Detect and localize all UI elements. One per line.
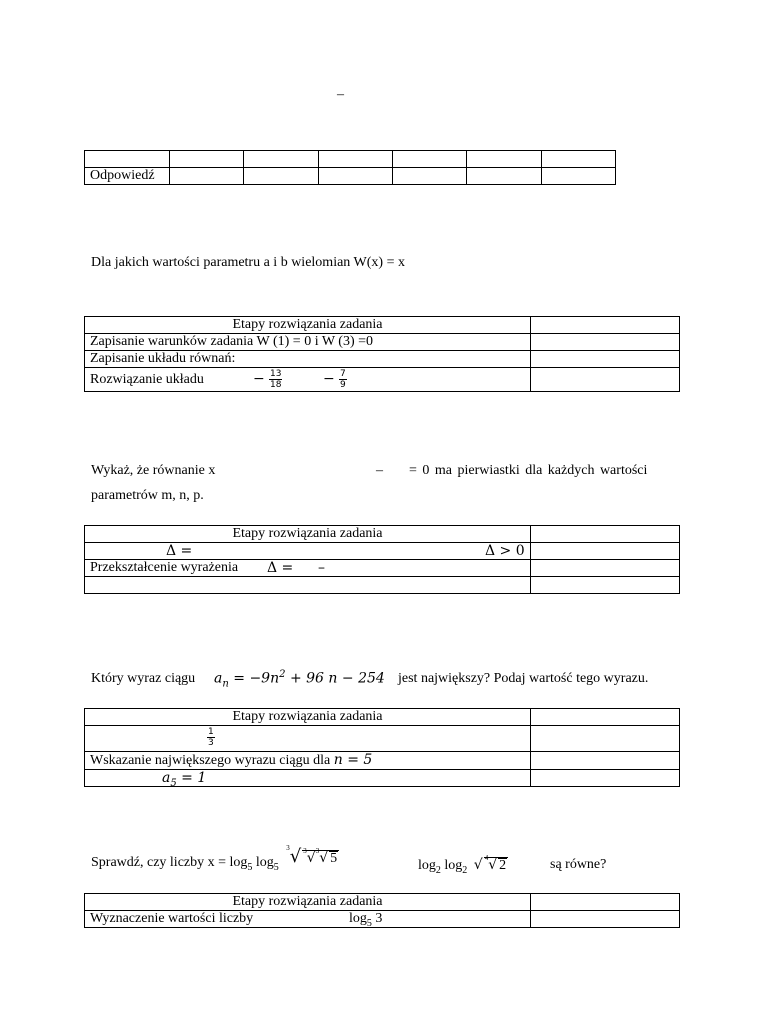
radical-icon: √ <box>473 857 483 873</box>
task3-fraction-den: 3 <box>208 738 214 748</box>
task3-score-cell <box>531 770 680 787</box>
task1-fraction2 <box>339 369 347 390</box>
task1-minus2: − <box>323 371 335 387</box>
task3-question-end: jest największy? Podaj wartość tego wyrazu. <box>398 671 649 686</box>
task4-row1-log: log <box>349 911 367 926</box>
task1-question: Dla jakich wartości parametru a i b wielomian W(x) = x <box>91 255 405 270</box>
task3-fraction-num: 1 <box>208 727 214 737</box>
task3-row2-label: Wskazanie największego wyrazu ciągu dla <box>90 753 331 768</box>
task4-row1-val: 3 <box>371 911 383 926</box>
task2-row2-math: Δ = <box>267 560 294 576</box>
task1-fraction2-num: 7 <box>340 369 346 379</box>
task1-fraction2-den: 9 <box>340 380 346 390</box>
task3-row3-math <box>162 770 206 787</box>
task4-q2-log2: log <box>440 858 463 873</box>
answer-cell <box>85 151 170 168</box>
task1-fraction1-den: 18 <box>270 380 282 390</box>
task3-row2-math: n = 5 <box>333 752 373 768</box>
answer-cell <box>244 151 319 168</box>
task3-table-header: Etapy rozwiązania zadania <box>85 709 531 726</box>
answer-table <box>84 150 617 185</box>
task3-score-cell <box>531 726 680 752</box>
radical-icon: √ <box>306 850 316 866</box>
answer-cell <box>319 168 393 185</box>
answer-table-row <box>85 168 617 185</box>
task4-rad-idx3: 3 <box>315 847 320 855</box>
answer-label: Odpowiedź <box>85 168 170 185</box>
task3-formula-part2: + 96 <box>285 670 329 687</box>
task1-table <box>84 316 680 392</box>
task3-row3-rest: = 1 <box>176 770 207 786</box>
task1-table-header: Etapy rozwiązania zadania <box>85 317 531 334</box>
task4-rad2-body <box>484 854 508 873</box>
task3-question-start: Który wyraz ciągu <box>91 671 196 686</box>
task3-table <box>84 708 680 787</box>
task1-fraction1 <box>269 369 282 390</box>
task1-row1: Zapisanie warunków zadania W (1) = 0 i W (3) =0 <box>85 334 531 351</box>
task4-row1-label: Wyznaczenie wartości liczby <box>90 911 254 926</box>
task2-score-cell <box>531 577 680 594</box>
task2-row3 <box>85 577 531 594</box>
task1-fraction1-num: 13 <box>270 369 282 379</box>
task4-table-header: Etapy rozwiązania zadania <box>85 894 531 911</box>
task3-formula-sup: 2 <box>279 669 286 680</box>
task3-row3-a: a <box>162 770 171 786</box>
task1-minus1: − <box>253 371 265 387</box>
answer-cell <box>170 151 244 168</box>
task4-q2-rad-idx: 4 <box>484 854 489 862</box>
task4-question <box>91 844 339 873</box>
task2-line2: parametrów m, n, p. <box>91 488 204 503</box>
task3-row3-sub: 5 <box>170 777 177 787</box>
task3-formula <box>214 670 385 689</box>
task1-row3-label: Rozwiązanie układu <box>90 371 204 387</box>
task1-score-cell <box>531 334 680 351</box>
answer-cell <box>542 151 616 168</box>
task2-delta-right: Δ > 0 <box>485 543 525 559</box>
task4-table <box>84 893 680 928</box>
task4-score-cell <box>531 911 680 928</box>
task3-row2 <box>85 752 531 770</box>
task4-rad-idx2: 3 <box>303 847 307 855</box>
task4-q2-sub2: 2 <box>462 864 468 876</box>
task2-line1-dash: – <box>376 463 383 478</box>
answer-cell <box>319 151 393 168</box>
radical-icon: √ <box>319 850 329 866</box>
task4-q-sub1: 5 <box>247 861 253 873</box>
answer-cell <box>467 168 542 185</box>
answer-cell <box>170 168 244 185</box>
task2-row1 <box>85 543 531 560</box>
task4-q-start: Sprawdź, czy liczby x = log <box>91 855 248 870</box>
task1-row3 <box>85 368 531 392</box>
answer-table-header-row <box>85 151 617 168</box>
task3-score-cell <box>531 709 680 726</box>
task1-score-cell <box>531 351 680 368</box>
task4-score-cell <box>531 894 680 911</box>
task3-formula-part1: = −9 <box>228 670 271 687</box>
task2-score-cell <box>531 560 680 577</box>
task2-line1-end: = 0 ma pierwiastki dla każdych wartości <box>409 463 648 478</box>
task3-formula-part3: − 254 <box>337 670 385 687</box>
task4-radical1 <box>286 844 339 867</box>
task4-rad-idx1: 3 <box>286 844 290 852</box>
task3-formula-n: n <box>270 670 280 687</box>
task3-formula-n2: n <box>328 670 338 687</box>
task4-radical2 <box>473 854 508 873</box>
task2-row2 <box>85 560 531 577</box>
task2-table <box>84 525 680 594</box>
task1-score-cell <box>531 368 680 392</box>
task4-rad-body <box>302 847 339 866</box>
radical-icon: √ <box>488 857 498 873</box>
task4-question-second <box>418 854 508 876</box>
task2-line1-start: Wykaż, że równanie x <box>91 463 216 478</box>
task3-fraction <box>207 727 215 748</box>
task4-q2-rad-val: 2 <box>499 858 507 873</box>
task4-q-sub2: 5 <box>273 861 279 873</box>
task4-row1-sub: 5 <box>366 917 372 928</box>
task4-q2-log: log <box>418 858 436 873</box>
task4-row1 <box>85 911 531 928</box>
task3-score-cell <box>531 752 680 770</box>
task1-row2: Zapisanie układu równań: <box>85 351 531 368</box>
answer-cell <box>542 168 616 185</box>
answer-spacer <box>616 151 617 168</box>
task3-row3 <box>85 770 531 787</box>
task4-q-log: log <box>252 855 274 870</box>
task2-delta-left: Δ = <box>166 543 193 559</box>
radical-icon: √ <box>289 846 302 867</box>
task4-q2-sub1: 2 <box>435 864 441 876</box>
answer-cell <box>244 168 319 185</box>
answer-cell <box>467 151 542 168</box>
task4-row1-math <box>349 911 382 928</box>
task1-score-cell <box>531 317 680 334</box>
answer-cell <box>393 168 467 185</box>
answer-cell <box>393 151 467 168</box>
task3-formula-a: a <box>214 670 223 687</box>
answer-spacer <box>616 168 617 185</box>
task4-question-end: są równe? <box>550 857 607 872</box>
task4-rad-val: 5 <box>330 851 338 866</box>
task2-score-cell <box>531 543 680 560</box>
task2-row2-dash: – <box>318 560 325 576</box>
task2-score-cell <box>531 526 680 543</box>
task2-table-header: Etapy rozwiązania zadania <box>85 526 531 543</box>
task2-row2-label: Przekształcenie wyrażenia <box>90 560 239 575</box>
task3-formula-sub: n <box>222 678 229 690</box>
task3-row1 <box>85 726 531 752</box>
header-dash: – <box>337 87 344 102</box>
